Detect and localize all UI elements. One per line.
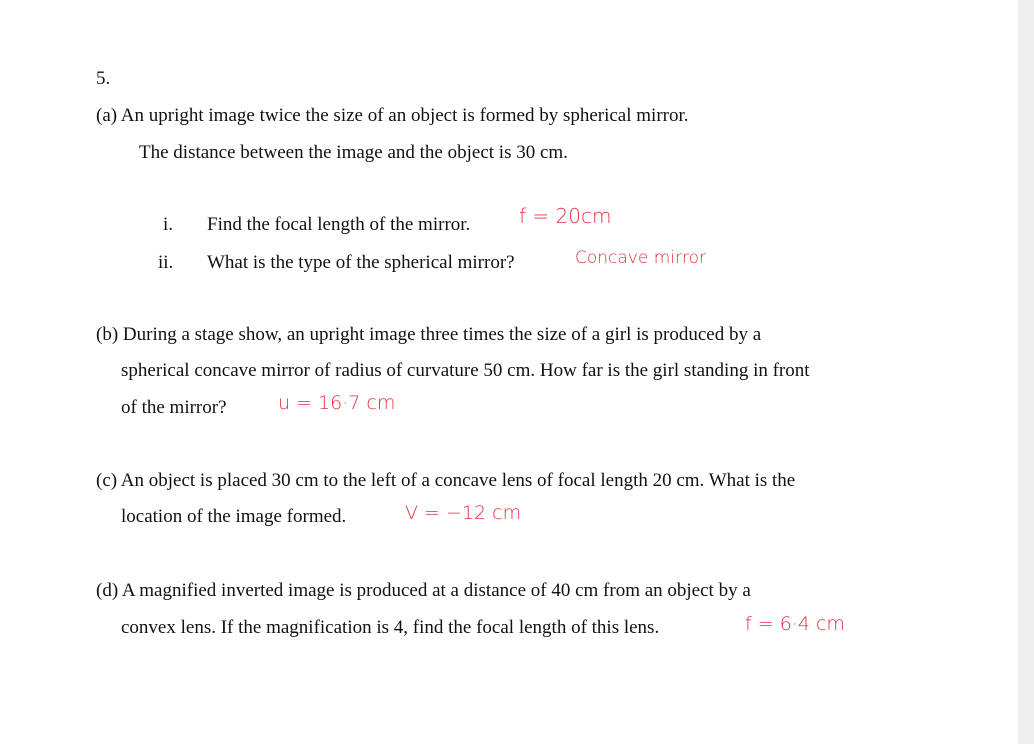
question-number: 5.	[96, 68, 111, 89]
part-b-line-2: spherical concave mirror of radius of curvature 50 cm. How far is the girl standing in front	[121, 360, 810, 381]
handwritten-answer-a-ii: Concave mirror	[575, 248, 707, 268]
part-b-line-3: of the mirror?	[121, 397, 227, 418]
page-edge-shadow	[1018, 0, 1034, 744]
part-a-line-1: (a) An upright image twice the size of an object is formed by spherical mirror.	[96, 105, 689, 126]
handwritten-answer-c: V = −12 cm	[405, 502, 522, 524]
part-d-line-1: (d) A magnified inverted image is produced at a distance of 40 cm from an object by a	[96, 580, 751, 601]
part-c-line-1: (c) An object is placed 30 cm to the left of a concave lens of focal length 20 cm. What is the	[96, 470, 796, 491]
part-a-line-2: The distance between the image and the object is 30 cm.	[139, 142, 568, 163]
handwritten-answer-b: u = 16·7 cm	[278, 392, 396, 414]
part-d-line-2: convex lens. If the magnification is 4, find the focal length of this lens.	[121, 617, 660, 638]
part-a-item-1-text: Find the focal length of the mirror.	[207, 214, 471, 235]
handwritten-answer-a-i: f = 20cm	[519, 204, 612, 228]
handwritten-answer-d: f = 6·4 cm	[745, 613, 845, 635]
part-a-item-2-text: What is the type of the spherical mirror?	[207, 252, 515, 273]
part-c-line-2: location of the image formed.	[121, 506, 347, 527]
part-b-line-1: (b) During a stage show, an upright image three times the size of a girl is produced by a	[96, 324, 762, 345]
part-a-item-2-number: ii.	[158, 252, 174, 273]
part-a-item-1-number: i.	[163, 214, 174, 235]
